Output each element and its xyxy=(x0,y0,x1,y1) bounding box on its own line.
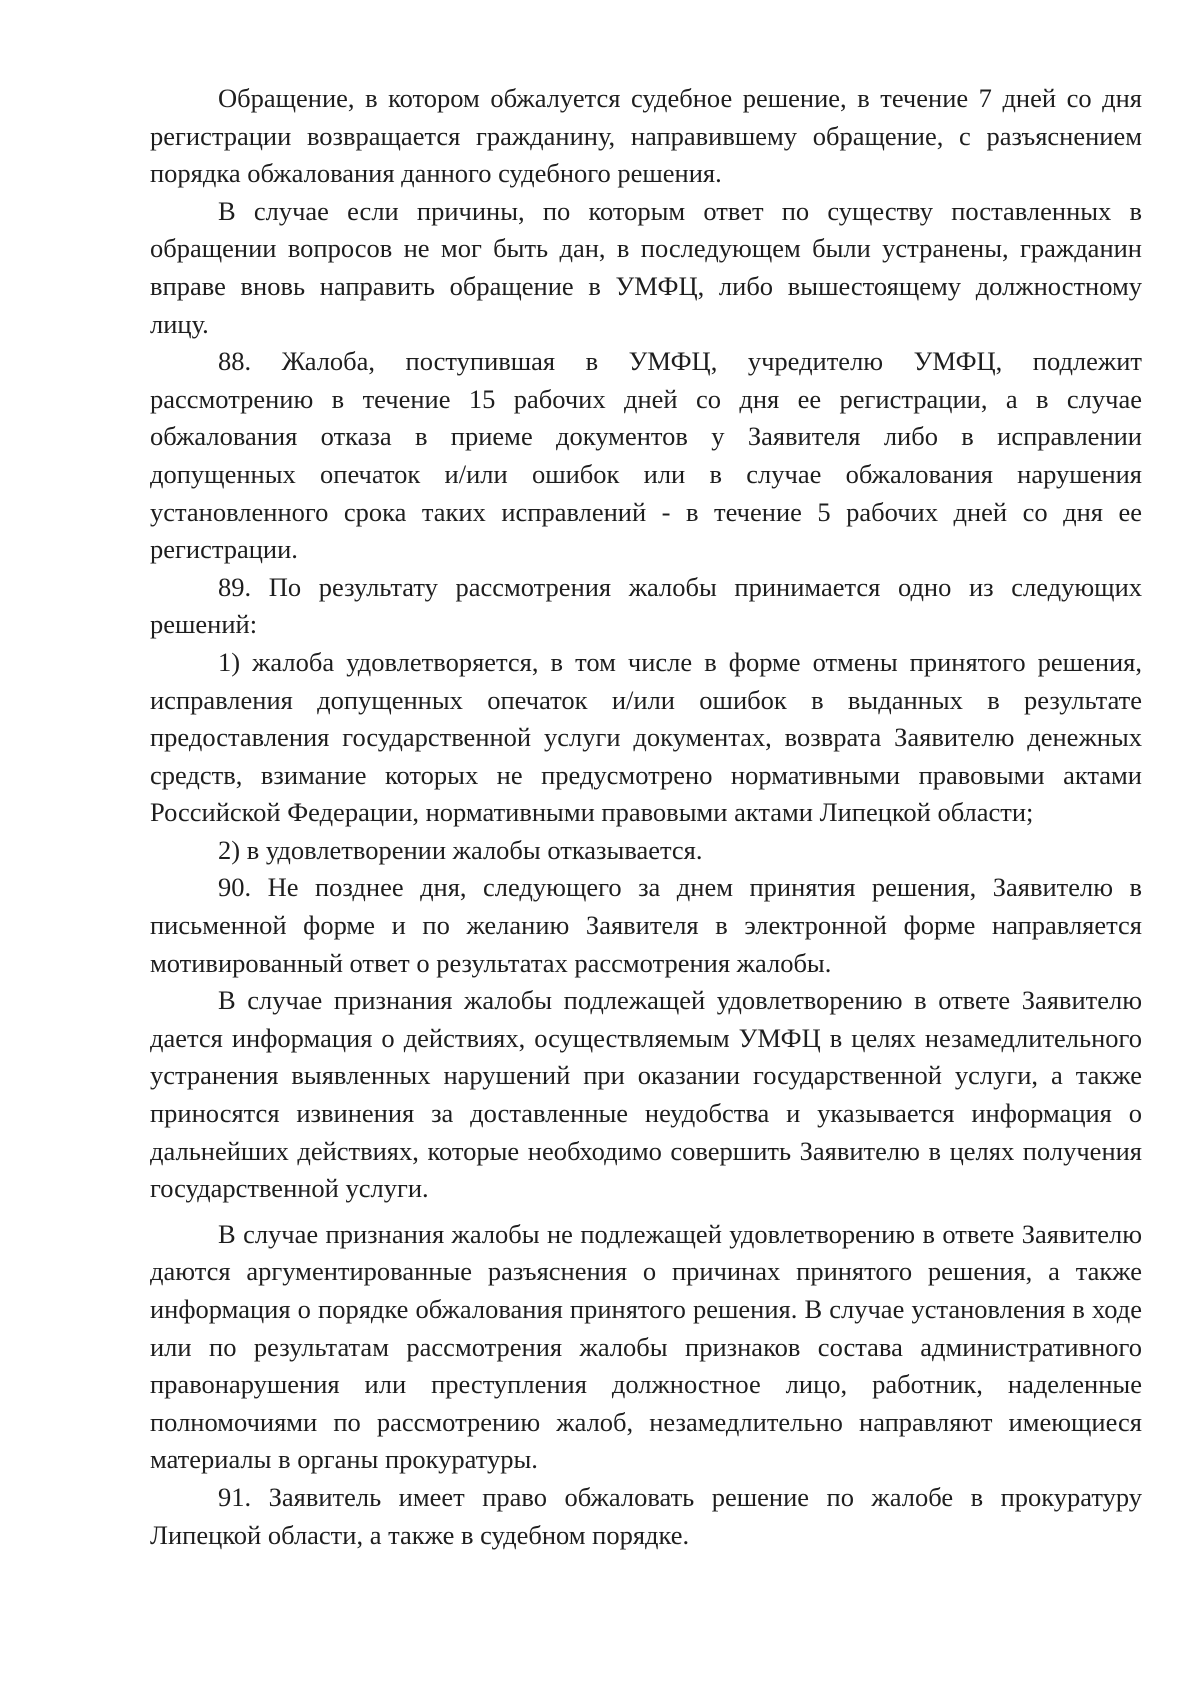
paragraph-91: 91. Заявитель имеет право обжаловать решение по жалобе в прокуратуру Липецкой области, а также в судебном порядке. xyxy=(150,1481,1142,1550)
paragraph-89: 89. По результату рассмотрения жалобы принимается одно из следующих решений: xyxy=(150,571,1142,640)
paragraph-repeat-appeal: В случае если причины, по которым ответ по существу поставленных в обращении вопросов не мог быть дан, в последующем были устранены, гражданин вправе вновь направить обращение в УМФЦ, либо вышестоящему должностному лицу. xyxy=(150,195,1142,339)
paragraph-court-decision-appeal: Обращение, в котором обжалуется судебное решение, в течение 7 дней со дня регистрации возвращается гражданину, направившему обращение, с разъяснением порядка обжалования данного судебного решения. xyxy=(150,83,1142,189)
paragraph-89-item-1: 1) жалоба удовлетворяется, в том числе в форме отмены принятого решения, исправления допущенных опечаток и/или ошибок в выданных в результате предоставления государственной услуги документах, возврата Заявителю денежных средств, взимание которых не предусмотрено нормативными правовыми актами Российской Федерации, нормативными правовыми актами Липецкой области; xyxy=(150,646,1142,828)
paragraph-complaint-satisfied: В случае признания жалобы подлежащей удовлетворению в ответе Заявителю дается информация о действиях, осуществляемым УМФЦ в целях незамедлительного устранения выявленных нарушений при оказании государственной услуги, а также приносятся извинения за доставленные неудобства и указывается информация о дальнейших действиях, которые необходимо совершить Заявителю в целях получения государственной услуги. xyxy=(150,985,1142,1204)
paragraph-complaint-rejected: В случае признания жалобы не подлежащей удовлетворению в ответе Заявителю даются аргументированные разъяснения о причинах принятого решения, а также информация о порядке обжалования принятого решения. В случае установления в ходе или по результатам рассмотрения жалобы признаков состава административного правонарушения или преступления должностное лицо, работник, наделенные полномочиями по рассмотрению жалоб, незамедлительно направляют имеющиеся материалы в органы прокуратуры. xyxy=(150,1218,1142,1475)
paragraph-88: 88. Жалоба, поступившая в УМФЦ, учредителю УМФЦ, подлежит рассмотрению в течение 15 рабочих дней со дня ее регистрации, а в случае обжалования отказа в приеме документов у Заявителя либо в исправлении допущенных опечаток и/или ошибок или в случае обжалования нарушения установленного срока таких исправлений - в течение 5 рабочих дней со дня ее регистрации. xyxy=(150,346,1142,565)
paragraph-90: 90. Не позднее дня, следующего за днем принятия решения, Заявителю в письменной форме и по желанию Заявителя в электронной форме направляется мотивированный ответ о результатах рассмотрения жалобы. xyxy=(150,872,1142,978)
paragraph-89-item-2: 2) в удовлетворении жалобы отказывается. xyxy=(218,834,703,865)
document-body xyxy=(150,80,1142,1554)
